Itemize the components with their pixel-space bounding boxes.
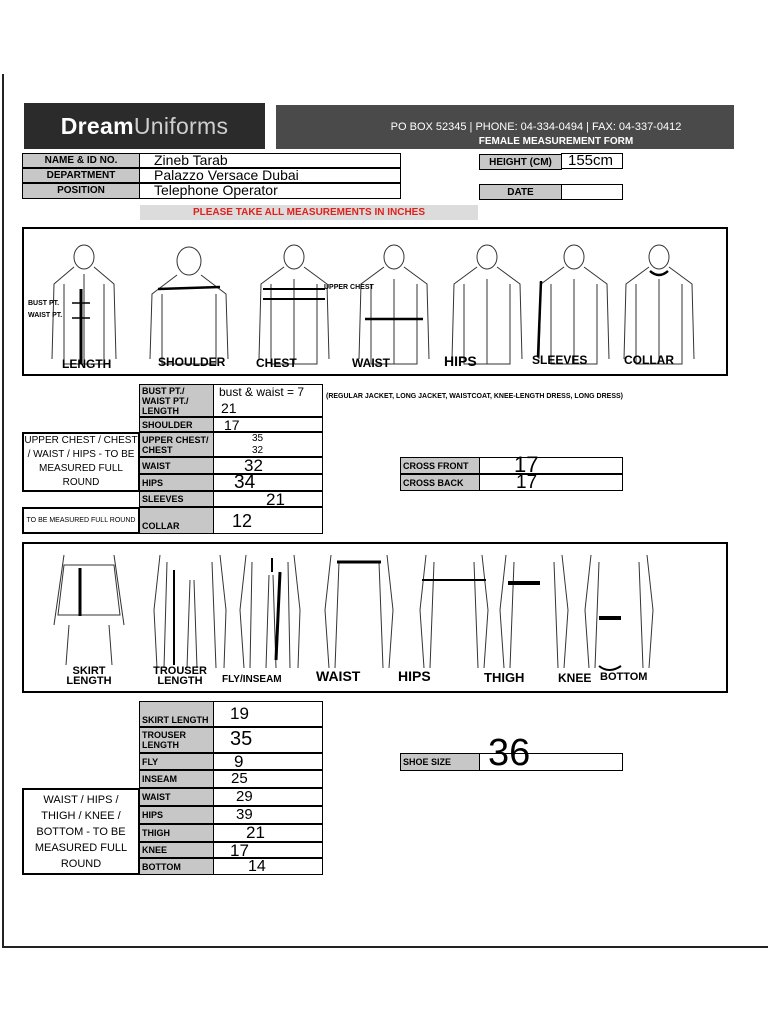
thigh-label: THIGH <box>139 824 214 842</box>
bust-waist-length-label: BUST PT./ WAIST PT./ LENGTH <box>139 384 214 417</box>
hips-lower-label: HIPS <box>139 806 214 824</box>
sleeves-label: SLEEVES <box>139 491 214 507</box>
inches-notice: PLEASE TAKE ALL MEASUREMENTS IN INCHES <box>140 205 478 220</box>
bust-pt-label: BUST PT. <box>28 300 60 307</box>
fly-label: FLY <box>139 753 214 770</box>
figure-skirt-length <box>54 555 124 665</box>
waist-lower-label: WAIST <box>139 788 214 806</box>
trouser-length-value[interactable]: 35 <box>213 727 323 753</box>
figure-fly-inseam <box>240 555 300 668</box>
waist-lower-value[interactable]: 29 <box>213 788 323 806</box>
figure-waist-lower <box>325 555 393 668</box>
name-field[interactable]: Zineb Tarab <box>139 153 401 168</box>
figure-hips-lower <box>420 555 488 668</box>
caption-knee: KNEE <box>558 671 592 685</box>
caption-hips-lower: HIPS <box>398 668 431 684</box>
chest-value: 32 <box>252 445 264 456</box>
caption-sleeves: SLEEVES <box>532 353 588 367</box>
figure-shoulder <box>150 247 228 364</box>
length-value: 21 <box>221 400 237 416</box>
lower-body-figures <box>22 542 728 693</box>
figure-knee <box>585 555 653 670</box>
height-field[interactable]: 155cm <box>561 153 623 169</box>
full-round-note-upper: UPPER CHEST / CHEST / WAIST / HIPS - TO BE MEASURED FULL ROUND <box>22 432 140 492</box>
height-label: HEIGHT (CM) <box>479 154 562 170</box>
inseam-value[interactable]: 25 <box>213 770 323 788</box>
caption-bottom: BOTTOM <box>600 671 648 683</box>
caption-trouser-length: TROUSER LENGTH <box>153 665 207 687</box>
department-label: DEPARTMENT <box>22 168 140 183</box>
upper-chest-chest-cell[interactable] <box>213 432 323 457</box>
bottom-label: BOTTOM <box>139 858 214 875</box>
date-field[interactable] <box>561 184 623 200</box>
brand-logo: Dream Uniforms <box>24 103 265 149</box>
sleeves-value[interactable]: 21 <box>213 491 323 507</box>
bust-waist-length-cell[interactable] <box>213 384 323 417</box>
caption-waist-lower: WAIST <box>316 668 361 684</box>
upper-chest-value: 35 <box>252 433 264 444</box>
waist-label: WAIST <box>139 457 214 474</box>
figure-trouser-length <box>154 555 226 668</box>
caption-shoulder: SHOULDER <box>158 355 226 369</box>
garments-note: (REGULAR JACKET, LONG JACKET, WAISTCOAT, KNEE-LENGTH DRESS, LONG DRESS) <box>326 393 623 400</box>
upper-body-illustration <box>24 229 726 374</box>
collar-label: COLLAR <box>139 507 214 534</box>
hips-label: HIPS <box>139 474 214 491</box>
figure-length <box>52 245 116 364</box>
shoe-size-label: SHOE SIZE <box>400 753 480 771</box>
upper-chest-chest-label: UPPER CHEST/ CHEST <box>139 432 214 457</box>
shoe-size-cell[interactable] <box>479 732 623 774</box>
hips-value[interactable]: 34 <box>213 474 323 491</box>
cross-back-label: CROSS BACK <box>400 474 480 491</box>
shoulder-label: SHOULDER <box>139 417 214 432</box>
shoe-size-value: 36 <box>488 732 531 774</box>
hips-lower-value[interactable]: 39 <box>213 806 323 824</box>
skirt-length-label: SKIRT LENGTH <box>139 701 214 727</box>
waist-pt-label: WAIST PT. <box>28 312 63 319</box>
caption-skirt-length: SKIRT LENGTH <box>66 665 112 687</box>
position-label: POSITION <box>22 183 140 199</box>
department-field[interactable]: Palazzo Versace Dubai <box>139 168 401 183</box>
figure-sleeves <box>538 245 609 364</box>
date-label: DATE <box>479 184 562 200</box>
skirt-length-value[interactable]: 19 <box>213 701 323 727</box>
full-round-note-lower: WAIST / HIPS / THIGH / KNEE / BOTTOM - TO BE MEASURED FULL ROUND <box>22 788 140 875</box>
collar-full-round-note: TO BE MEASURED FULL ROUND <box>22 507 140 534</box>
knee-value[interactable]: 17 <box>213 842 323 858</box>
waist-value[interactable]: 32 <box>213 457 323 474</box>
shoulder-value[interactable]: 17 <box>213 417 323 432</box>
contact-banner <box>276 105 734 149</box>
position-field[interactable]: Telephone Operator <box>139 183 401 199</box>
knee-label: KNEE <box>139 842 214 858</box>
upper-chest-label: UPPER CHEST <box>324 284 374 291</box>
cross-back-value[interactable]: 17 <box>479 474 623 491</box>
caption-chest: CHEST <box>256 356 297 370</box>
figure-thigh <box>500 555 568 668</box>
inseam-label: INSEAM <box>139 770 214 788</box>
cross-front-label: CROSS FRONT <box>400 457 480 474</box>
caption-waist: WAIST <box>352 356 390 370</box>
caption-collar: COLLAR <box>624 353 674 367</box>
bottom-value[interactable]: 14 <box>213 858 323 875</box>
figure-waist <box>359 245 429 364</box>
form-title: FEMALE MEASUREMENT FORM <box>478 136 634 147</box>
collar-value[interactable]: 12 <box>213 507 323 534</box>
figure-hips <box>452 245 522 364</box>
figure-chest <box>259 245 329 364</box>
caption-length: LENGTH <box>62 357 112 371</box>
fly-value[interactable]: 9 <box>213 753 323 770</box>
caption-hips: HIPS <box>444 353 477 369</box>
figure-collar <box>624 245 694 364</box>
contact-info: PO BOX 52345 | PHONE: 04-334-0494 | FAX: 04-337-0412 <box>390 121 682 133</box>
thigh-value[interactable]: 21 <box>213 824 323 842</box>
name-label: NAME & ID NO. <box>22 153 140 168</box>
caption-thigh: THIGH <box>484 670 525 685</box>
trouser-length-label: TROUSER LENGTH <box>139 727 214 753</box>
lower-body-illustration <box>24 544 726 691</box>
cross-front-value[interactable]: 17 <box>479 457 623 474</box>
upper-body-figures <box>22 227 728 376</box>
bust-waist-value: bust & waist = 7 <box>219 385 305 399</box>
caption-fly-inseam: FLY/INSEAM <box>222 674 282 685</box>
